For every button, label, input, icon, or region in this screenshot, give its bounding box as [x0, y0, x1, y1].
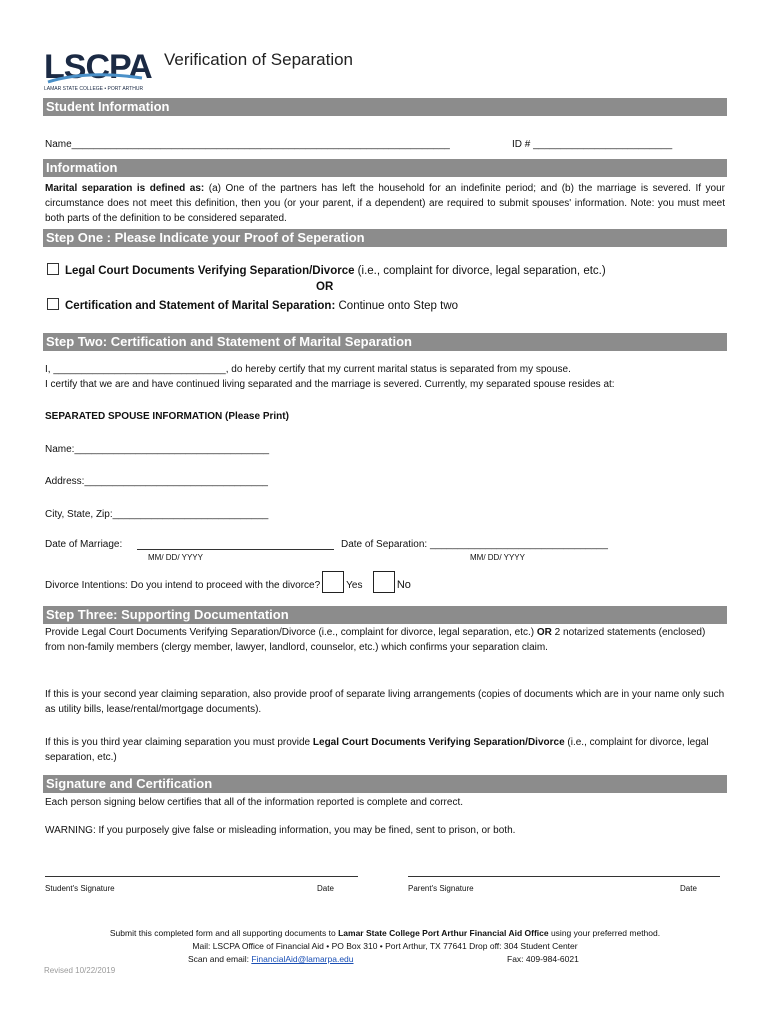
revised-date: Revised 10/22/2019 — [44, 966, 116, 975]
footer-fax: Fax: 409-984-6021 — [507, 954, 579, 964]
scan-label: Scan and email: — [188, 954, 252, 964]
section-step-three: Step Three: Supporting Documentation — [43, 606, 727, 624]
footer-submit-line — [45, 927, 725, 940]
step-three-para-3 — [45, 735, 725, 765]
parent-signature-line[interactable] — [408, 876, 720, 877]
date-of-separation-field[interactable]: Date of Separation: ________________________________ — [341, 539, 608, 550]
logo-swoosh-icon — [46, 72, 146, 86]
para1-or: OR — [536, 627, 552, 638]
spouse-city-state-zip-field[interactable]: City, State, Zip:____________________________ — [45, 509, 269, 520]
student-date-label: Date — [317, 884, 334, 893]
option-certification-statement[interactable] — [47, 298, 458, 314]
spouse-name-field[interactable]: Name:___________________________________ — [45, 444, 270, 455]
warning-text: WARNING: If you purposely give false or misleading information, you may be fined, sent to prison, or both. — [45, 825, 516, 836]
section-step-two: Step Two: Certification and Statement of Marital Separation — [43, 333, 727, 351]
para3-text-a: If this is you third year claiming separation you must provide — [45, 737, 313, 748]
college-logo — [44, 50, 154, 94]
section-student-information: Student Information — [43, 98, 727, 116]
para3-bold: Legal Court Documents Verifying Separation/Divorce — [312, 737, 565, 748]
date-of-marriage-label: Date of Marriage: — [45, 539, 123, 550]
logo-wordmark: LSCPA — [44, 48, 152, 86]
financial-aid-email-link[interactable]: FinancialAid@lamarpa.edu — [251, 954, 354, 964]
section-information: Information — [43, 159, 727, 177]
para3-text-b: (i.e., complaint for divorce, legal separation, etc.) — [45, 737, 709, 763]
student-signature-line[interactable] — [45, 876, 358, 877]
submit-text-b: using your preferred method. — [548, 928, 661, 938]
certify-line-2: I certify that we are and have continued living separated and the marriage is severed. Currently, my separated spouse resides at: — [45, 379, 615, 390]
footer-scan-line — [188, 953, 354, 966]
marriage-date-format: MM/ DD/ YYYY — [148, 553, 203, 562]
spouse-info-heading: SEPARATED SPOUSE INFORMATION (Please Print) — [45, 411, 289, 422]
divorce-intentions-row — [45, 571, 411, 593]
option2-rest: Continue onto Step two — [335, 300, 459, 312]
section-signature: Signature and Certification — [43, 775, 727, 793]
step-three-para-2: If this is your second year claiming separation, also provide proof of separate living arrangements (copies of documents which are in your name only such as utility bills, lease/rental/mortgage documents). — [45, 689, 725, 715]
definition-lead: Marital separation is defined as: — [45, 183, 205, 194]
section-step-one: Step One : Please Indicate your Proof of Seperation — [43, 229, 727, 247]
signature-certify-text: Each person signing below certifies that all of the information reported is complete and correct. — [45, 797, 463, 808]
option1-rest: (i.e., complaint for divorce, legal separation, etc.) — [354, 265, 606, 277]
logo-subtext: LAMAR STATE COLLEGE • PORT ARTHUR — [44, 86, 144, 92]
or-separator: OR — [316, 281, 334, 293]
divorce-question: Divorce Intentions: Do you intend to proceed with the divorce? — [45, 580, 321, 591]
submit-office: Lamar State College Port Arthur Financial Aid Office — [338, 928, 549, 938]
separation-date-format: MM/ DD/ YYYY — [470, 553, 525, 562]
option2-bold: Certification and Statement of Marital Separation: — [65, 300, 336, 312]
student-signature-label: Student's Signature — [45, 884, 115, 893]
no-checkbox[interactable] — [373, 571, 395, 593]
yes-checkbox[interactable] — [322, 571, 344, 593]
separation-definition — [45, 181, 725, 226]
certify-line-1[interactable]: I, _______________________________, do hereby certify that my current marital status is separated from my spouse. — [45, 364, 571, 375]
para1-text-b: 2 notarized statements (enclosed) from non-family members (clergy member, lawyer, landlord, counselor, etc.) which confirms your separation claim. — [45, 627, 706, 653]
spouse-address-field[interactable]: Address:_________________________________ — [45, 476, 268, 487]
yes-label: Yes — [346, 580, 363, 591]
no-label: No — [396, 579, 411, 591]
submit-text-a: Submit this completed form and all supporting documents to — [109, 928, 339, 938]
date-of-marriage-line[interactable] — [137, 549, 334, 550]
parent-date-label: Date — [680, 884, 697, 893]
checkbox[interactable] — [47, 298, 59, 310]
option-legal-court-documents[interactable] — [47, 263, 606, 279]
checkbox[interactable] — [47, 263, 59, 275]
step-three-para-1 — [45, 625, 725, 655]
student-id-field[interactable]: ID # _________________________ — [512, 139, 673, 150]
footer-mail-line: Mail: LSCPA Office of Financial Aid • PO Box 310 • Port Arthur, TX 77641 Drop off: 304 Student Center — [192, 941, 578, 951]
parent-signature-label: Parent's Signature — [408, 884, 474, 893]
student-name-field[interactable]: Name____________________________________________________________________ — [45, 139, 450, 150]
option1-bold: Legal Court Documents Verifying Separation/Divorce — [65, 265, 355, 277]
definition-text: (a) One of the partners has left the household for an indefinite period; and (b) the marriage is severed. If your circumstance does not meet this definition, then you (or your parent, if a dependent) are required to submit spouses' information. Note: you must meet both parts of the definition to be considered separated. — [45, 183, 726, 224]
para1-text-a: Provide Legal Court Documents Verifying Separation/Divorce (i.e., complaint for divorce, legal separation, etc.) — [45, 627, 537, 638]
document-title: Verification of Separation — [164, 50, 354, 69]
